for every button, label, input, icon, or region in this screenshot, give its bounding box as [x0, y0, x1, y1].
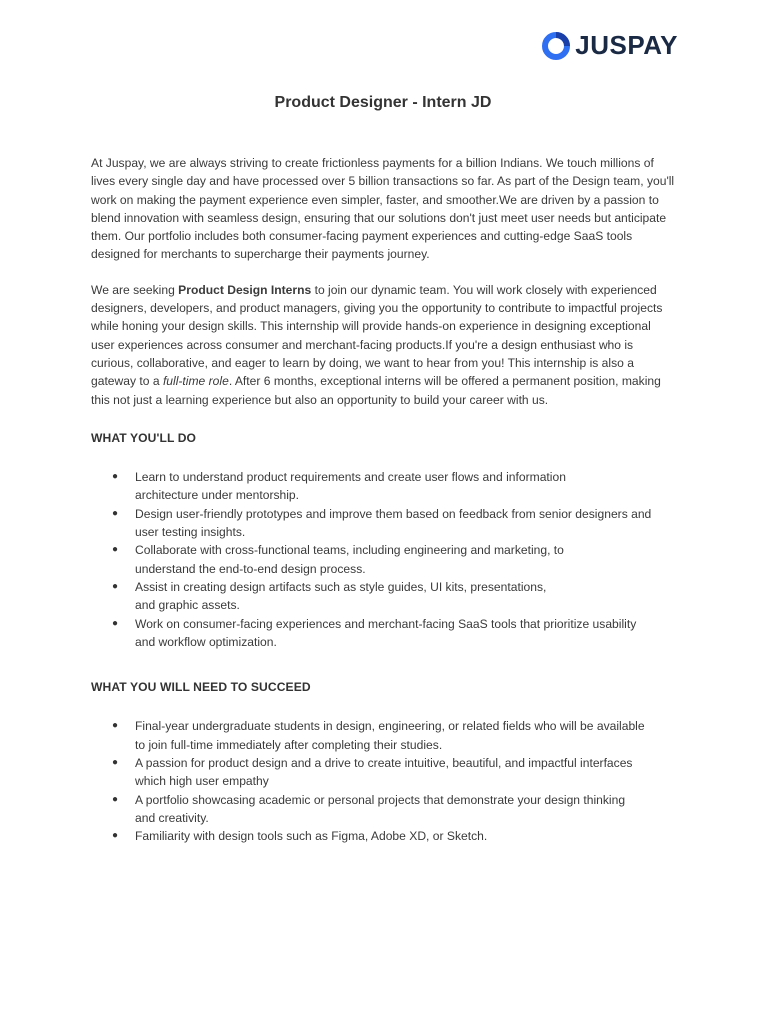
list-item-line: Final-year undergraduate students in design, engineering, or related fields who will be available	[135, 719, 645, 734]
list-item-line: user testing insights.	[135, 525, 246, 540]
page-title: Product Designer - Intern JD	[274, 94, 492, 111]
seeking-paragraph	[91, 281, 675, 409]
list-item-line: which high user empathy	[135, 774, 269, 789]
seeking-bold: Product Design Interns	[178, 282, 312, 297]
bullet-icon: ●	[112, 617, 119, 629]
list-item-line: and graphic assets.	[135, 598, 240, 613]
list-item-line: Design user-friendly prototypes and improve them based on feedback from senior designers and	[135, 506, 652, 521]
bullet-icon: ●	[112, 720, 119, 732]
section-heading-what-you-will-need: WHAT YOU WILL NEED TO SUCCEED	[91, 680, 311, 695]
list-item-line: and creativity.	[135, 810, 209, 825]
intro-paragraph: At Juspay, we are always striving to create frictionless payments for a billion Indians. We touch millions of lives every single day and have processed over 5 billion transactions so far. As part of the Design team, you'll work on making the payment experience even simpler, faster, and smoother.We are driven by a passion to blend innovation with seamless design, ensuring that our solutions don't just meet user needs but anticipate them. Our portfolio includes both consumer-facing payment experiences and cutting-edge SaaS tools designed for merchants to supercharge their payments journey.	[91, 156, 675, 262]
bullet-icon: ●	[112, 471, 119, 483]
list-item-line: and workflow optimization.	[135, 634, 277, 649]
document-body	[91, 92, 675, 846]
list-item-line: Familiarity with design tools such as Figma, Adobe XD, or Sketch.	[135, 829, 488, 844]
bullet-icon: ●	[112, 580, 119, 592]
list-item-line: Assist in creating design artifacts such as style guides, UI kits, presentations,	[135, 579, 547, 594]
juspay-logo-icon	[541, 31, 571, 61]
what-you-will-need-list	[91, 717, 675, 845]
list-item	[91, 541, 675, 578]
seeking-text-2: to join our dynamic team. You will work closely with experienced designers, developers, and product managers, giving you the opportunity to contribute to impactful projects while honing your design skills. This internship will provide hands-on experience in designing exceptional	[91, 282, 663, 334]
what-youll-do-list	[91, 468, 675, 651]
list-item	[91, 717, 675, 754]
juspay-logo	[541, 30, 678, 61]
list-item	[91, 578, 675, 615]
list-item-line: understand the end-to-end design process.	[135, 561, 366, 576]
bullet-icon: ●	[112, 544, 119, 556]
seeking-italic: full-time role	[162, 374, 229, 389]
seeking-text-1: We are seeking	[91, 282, 179, 297]
list-item-line: Work on consumer-facing experiences and merchant-facing SaaS tools that prioritize usability	[135, 616, 637, 631]
section-heading-what-youll-do: WHAT YOU'LL DO	[91, 430, 197, 445]
list-item-line: architecture under mentorship.	[135, 488, 300, 503]
bullet-icon: ●	[112, 830, 119, 842]
list-item-line: Learn to understand product requirements and create user flows and information	[135, 470, 566, 485]
bullet-icon: ●	[112, 793, 119, 805]
logo-text: JUSPAY	[575, 30, 678, 60]
list-item-line: Collaborate with cross-functional teams, including engineering and marketing, to	[135, 543, 564, 558]
list-item	[91, 615, 675, 652]
seeking-text-3: user experiences across consumer and merchant-facing products.If you're a design enthusiast who is curious, collaborative, and eager to learn by doing, we want to hear from you! This internship is also a gateway to a	[91, 337, 634, 389]
bullet-icon: ●	[112, 507, 119, 519]
seeking-text-4: . After 6 months, exceptional interns will be offered a permanent position, making this not just a learning experience but also an opportunity to build your career with us.	[91, 374, 661, 407]
list-item-line: to join full-time immediately after completing their studies.	[135, 737, 443, 752]
list-item-line: A portfolio showcasing academic or personal projects that demonstrate your design thinking	[135, 792, 626, 807]
list-item	[91, 827, 675, 845]
list-item	[91, 505, 675, 542]
bullet-icon: ●	[112, 757, 119, 769]
list-item-line: A passion for product design and a drive to create intuitive, beautiful, and impactful interfaces	[135, 756, 633, 771]
list-item	[91, 468, 675, 505]
list-item	[91, 754, 675, 791]
list-item	[91, 791, 675, 828]
